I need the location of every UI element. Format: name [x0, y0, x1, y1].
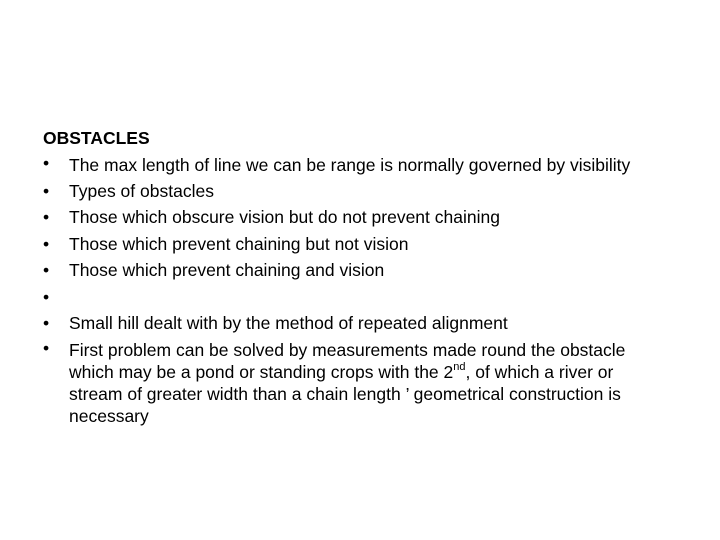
bullet-glyph: • — [43, 233, 50, 254]
bullet-text: Types of obstacles — [69, 180, 214, 201]
bullet-list — [43, 152, 663, 429]
bullet-text: The max length of line we can be range is normally governed by visibility — [69, 154, 631, 175]
slide-title: OBSTACLES — [43, 128, 150, 148]
bullet-item — [43, 337, 663, 429]
bullet-glyph: • — [43, 313, 50, 333]
bullet-glyph: • — [43, 180, 50, 201]
bullet-text: Those which prevent chaining but not vision — [69, 233, 409, 254]
bullet-item-empty — [43, 284, 663, 311]
bullet-item — [43, 310, 663, 337]
bullet-item — [43, 257, 663, 284]
ordinal-superscript: nd — [453, 360, 466, 373]
bullet-item — [43, 152, 663, 178]
bullet-text: Small hill dealt with by the method of repeated alignment — [69, 313, 508, 333]
bullet-text — [69, 287, 74, 307]
bullet-glyph: • — [43, 260, 50, 280]
bullet-item — [43, 204, 663, 231]
bullet-glyph: • — [43, 286, 50, 307]
bullet-glyph: • — [43, 207, 50, 227]
slide-content — [43, 125, 663, 429]
bullet-glyph: • — [43, 337, 50, 358]
bullet-text: Those which prevent chaining and vision — [69, 260, 385, 280]
bullet-text-part2: , of which a river or stream of greater width than a chain length ’ geometrical construction is necessary — [69, 361, 621, 426]
bullet-item — [43, 231, 663, 258]
bullet-glyph: • — [43, 152, 50, 173]
bullet-text-part1: First problem can be solved by measurements made round the obstacle which may be a pond or standing crops with the 2 — [69, 339, 626, 382]
bullet-text: Those which obscure vision but do not prevent chaining — [69, 207, 500, 227]
bullet-item — [43, 178, 663, 205]
